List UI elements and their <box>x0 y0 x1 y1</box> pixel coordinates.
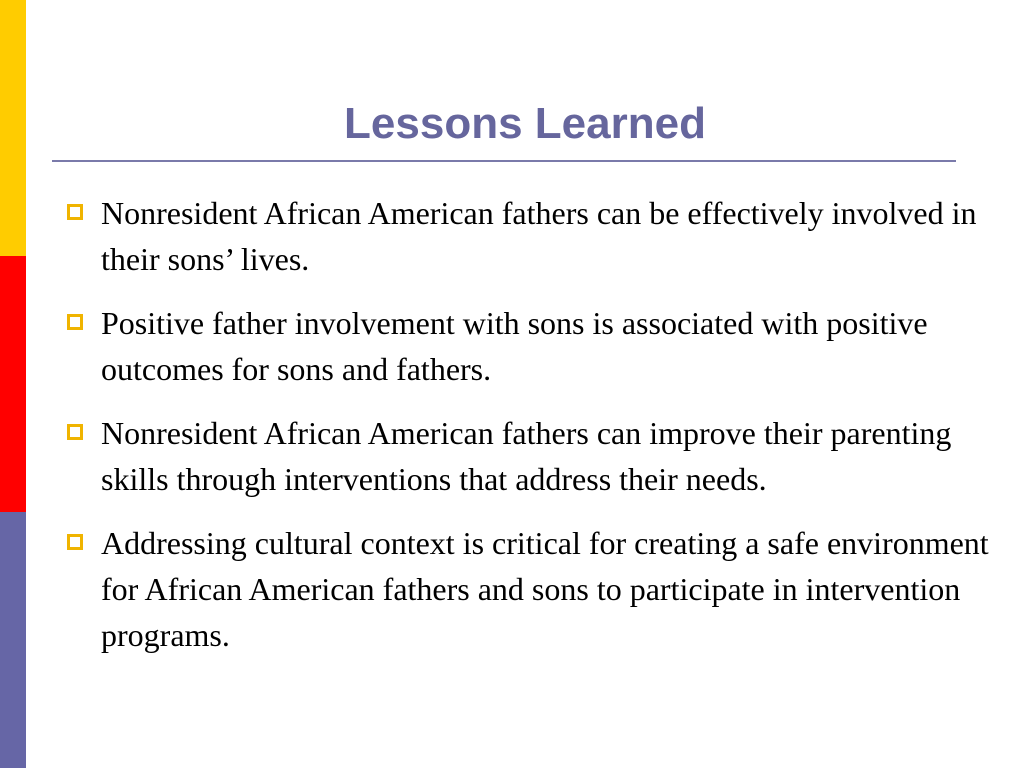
bullet-text: Nonresident African American fathers can improve their parenting skills through interventions that address their needs. <box>101 415 952 497</box>
bullet-item <box>62 410 992 502</box>
square-bullet-icon <box>67 204 83 220</box>
side-bar-blue <box>0 512 26 768</box>
bullet-item <box>62 300 992 392</box>
square-bullet-icon <box>67 314 83 330</box>
square-bullet-icon <box>67 534 83 550</box>
side-bar-red <box>0 256 26 512</box>
bullet-item <box>62 190 992 282</box>
bullet-list <box>62 190 992 676</box>
bullet-text: Nonresident African American fathers can be effectively involved in their sons’ lives. <box>101 195 977 277</box>
bullet-text: Positive father involvement with sons is associated with positive outcomes for sons and fathers. <box>101 305 928 387</box>
bullet-item <box>62 520 992 658</box>
title-divider <box>52 160 956 162</box>
side-bar-yellow <box>0 0 26 256</box>
slide-title: Lessons Learned <box>344 99 706 148</box>
bullet-text: Addressing cultural context is critical for creating a safe environment for African American fathers and sons to participate in intervention programs. <box>101 525 989 653</box>
square-bullet-icon <box>67 424 83 440</box>
